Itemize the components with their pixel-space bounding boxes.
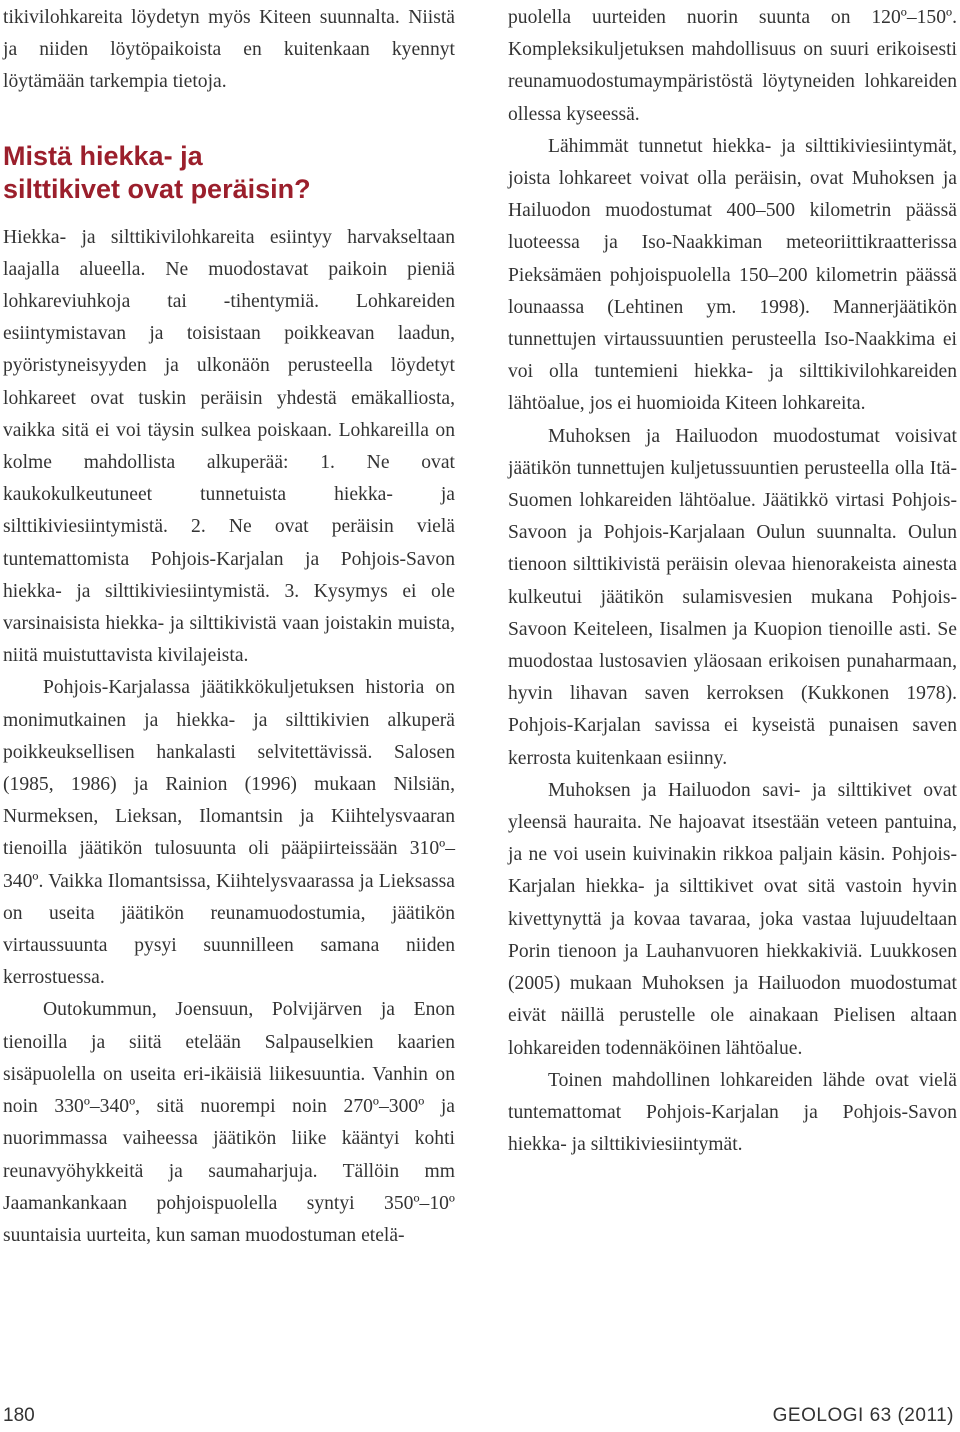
paragraph-origins: Hiekka- ja silttikivilohkareita esiintyy harvakseltaan laajalla alueella. Ne muodostavat paikoin pieniä lohkareviuhkoja tai -tihentymiä. Lohkareiden esiintymistavan ja toisistaan poikkeavan laadun, pyöristyneisyyden ja ulkonäön perusteella löydetyt lohkareet ovat tuskin peräisin yhdestä emäkalliosta, vaikka sitä ei voi täysin sulkea poiskaan. Lohkareilla on kolme mahdollista alkuperää: 1. Ne ovat kaukokulkeutuneet tunnetuista hiekka- ja silttikiviesiintymistä. 2. Ne ovat peräisin vielä tuntemattomista Pohjois-Karjalan ja Pohjois-Savon hiekka- ja silttikiviesiintymistä. 3. Kysymys ei ole varsinaisista hiekka- ja silttikivistä vaan joistakin muista, niitä muistuttavista kivilajeista. xyxy=(3,226,455,667)
left-column xyxy=(3,2,455,1252)
intro-paragraph: tikivilohkareita löydetyn myös Kiteen suunnalta. Niistä ja niiden löytöpaikoista en kuitenkaan kyennyt löytämään tarkempia tietoja. xyxy=(3,7,455,93)
paragraph-alternative-source: Toinen mahdollinen lohkareiden lähde ovat vielä tuntemattomat Pohjois-Karjalan ja Pohjois-Savon hiekka- ja silttikiviesiintymät. xyxy=(508,1069,957,1156)
section-heading xyxy=(3,140,455,206)
page-number: 180 xyxy=(3,1405,35,1426)
heading-line-1: Mistä hiekka- ja xyxy=(3,140,203,171)
heading-line-2: silttikivet ovat peräisin? xyxy=(3,173,311,204)
paragraph-nearest-deposits: Lähimmät tunnetut hiekka- ja silttikiviesiintymät, joista lohkareet voivat olla peräisin, ovat Muhoksen ja Hailuodon muodostumat 400–500 kilometrin päässä luoteessa ja Iso-Naakkiman meteoriittikraatterissa Pieksämäen pohjoispuolella 150–200 kilometrin päässä lounaassa (Lehtinen ym. 1998). Mannerjäätikön tunnettujen virtaussuuntien perusteella Iso-Naakkima ei voi olla tuntemieni hiekka- ja silttikivilohkareiden lähtöalue, jos ei huomioida Kiteen lohkareita. xyxy=(508,135,957,415)
paragraph-flow-directions: Outokummun, Joensuun, Polvijärven ja Enon tienoilla ja siitä etelään Salpauselkien kaarien sisäpuolella on useita eri-ikäisiä liikesuuntia. Vanhin on noin 330º–340º, sitä nuorempi noin 270º–300º ja nuorimmassa vaiheessa jäätikön liike kääntyi kohti reunavyöhykkeitä ja saumaharjuja. Tällöin mm Jaamankankaan pohjoispuolella syntyi 350º–10º suuntaisia uurteita, kun saman muodostuman etelä- xyxy=(3,999,455,1246)
paragraph-glacial-history: Pohjois-Karjalassa jäätikkökuljetuksen historia on monimutkainen ja hiekka- ja silttikivien alkuperä poikkeuksellisen hankalasti selvitettävissä. Salosen (1985, 1986) ja Rainion (1996) mukaan Nilsiän, Nurmeksen, Lieksan, Ilomantsin ja Kiihtelysvaaran tienoilla jäätikön tulosuunta oli pääpiirteissään 310º–340º. Vaikka Ilomantsissa, Kiihtelysvaarassa ja Lieksassa on useita jäätikön reunamuodostumia, jäätikön virtaussuunta pysyi suunnilleen samana niiden kerrostuessa. xyxy=(3,677,455,989)
paragraph-rock-hardness: Muhoksen ja Hailuodon savi- ja silttikivet ovat yleensä hauraita. Ne hajoavat itsestään veteen pantuina, ja ne voi usein kuivinakin rikkoa paljain käsin. Pohjois-Karjalan hiekka- ja silttikivet ovat sitä vastoin hyvin kivettynyttä ja kovaa tavaraa, joka vastaa lujuudeltaan Porin tienoon ja Lauhanvuoren hiekkakiviä. Luukkosen (2005) mukaan Muhoksen ja Hailuodon muodostumat eivät näillä perustelle ole ainakaan Pielisen altaan lohkareiden todennäköinen lähtöalue. xyxy=(508,779,957,1059)
right-column xyxy=(508,2,957,1161)
paragraph-muhos-hailuoto: Muhoksen ja Hailuodon muodostumat voisivat jäätikön tunnettujen kuljetussuuntien perusteella olla Itä-Suomen lohkareiden lähtöalue. Jäätikkö virtasi Pohjois-Savoon ja Pohjois-Karjalaan Oulun suunnalta. Oulun tienoon silttikivistä peräisin olevaa hienorakeista ainesta kulkeutui jäätikön sulamisvesien mukana Pohjois-Savoon Keiteleen, Iisalmen ja Kuopion tienoille asti. Se muodostaa lustosavien yläosaan erikoisen punaharmaan, hyvin lihavan saven kerroksen (Kukkonen 1978). Pohjois-Karjalan savissa ei kyseistä punaisen saven kerrosta kuitenkaan esiinny. xyxy=(508,425,957,769)
paragraph-continuation: puolella uurteiden nuorin suunta on 120º–150º. Kompleksikuljetuksen mahdollisuus on suuri erikoisesti reunamuodostumaympäristöstä löytyneiden lohkareiden ollessa kyseessä. xyxy=(508,7,957,125)
journal-name: GEOLOGI 63 (2011) xyxy=(772,1405,954,1426)
